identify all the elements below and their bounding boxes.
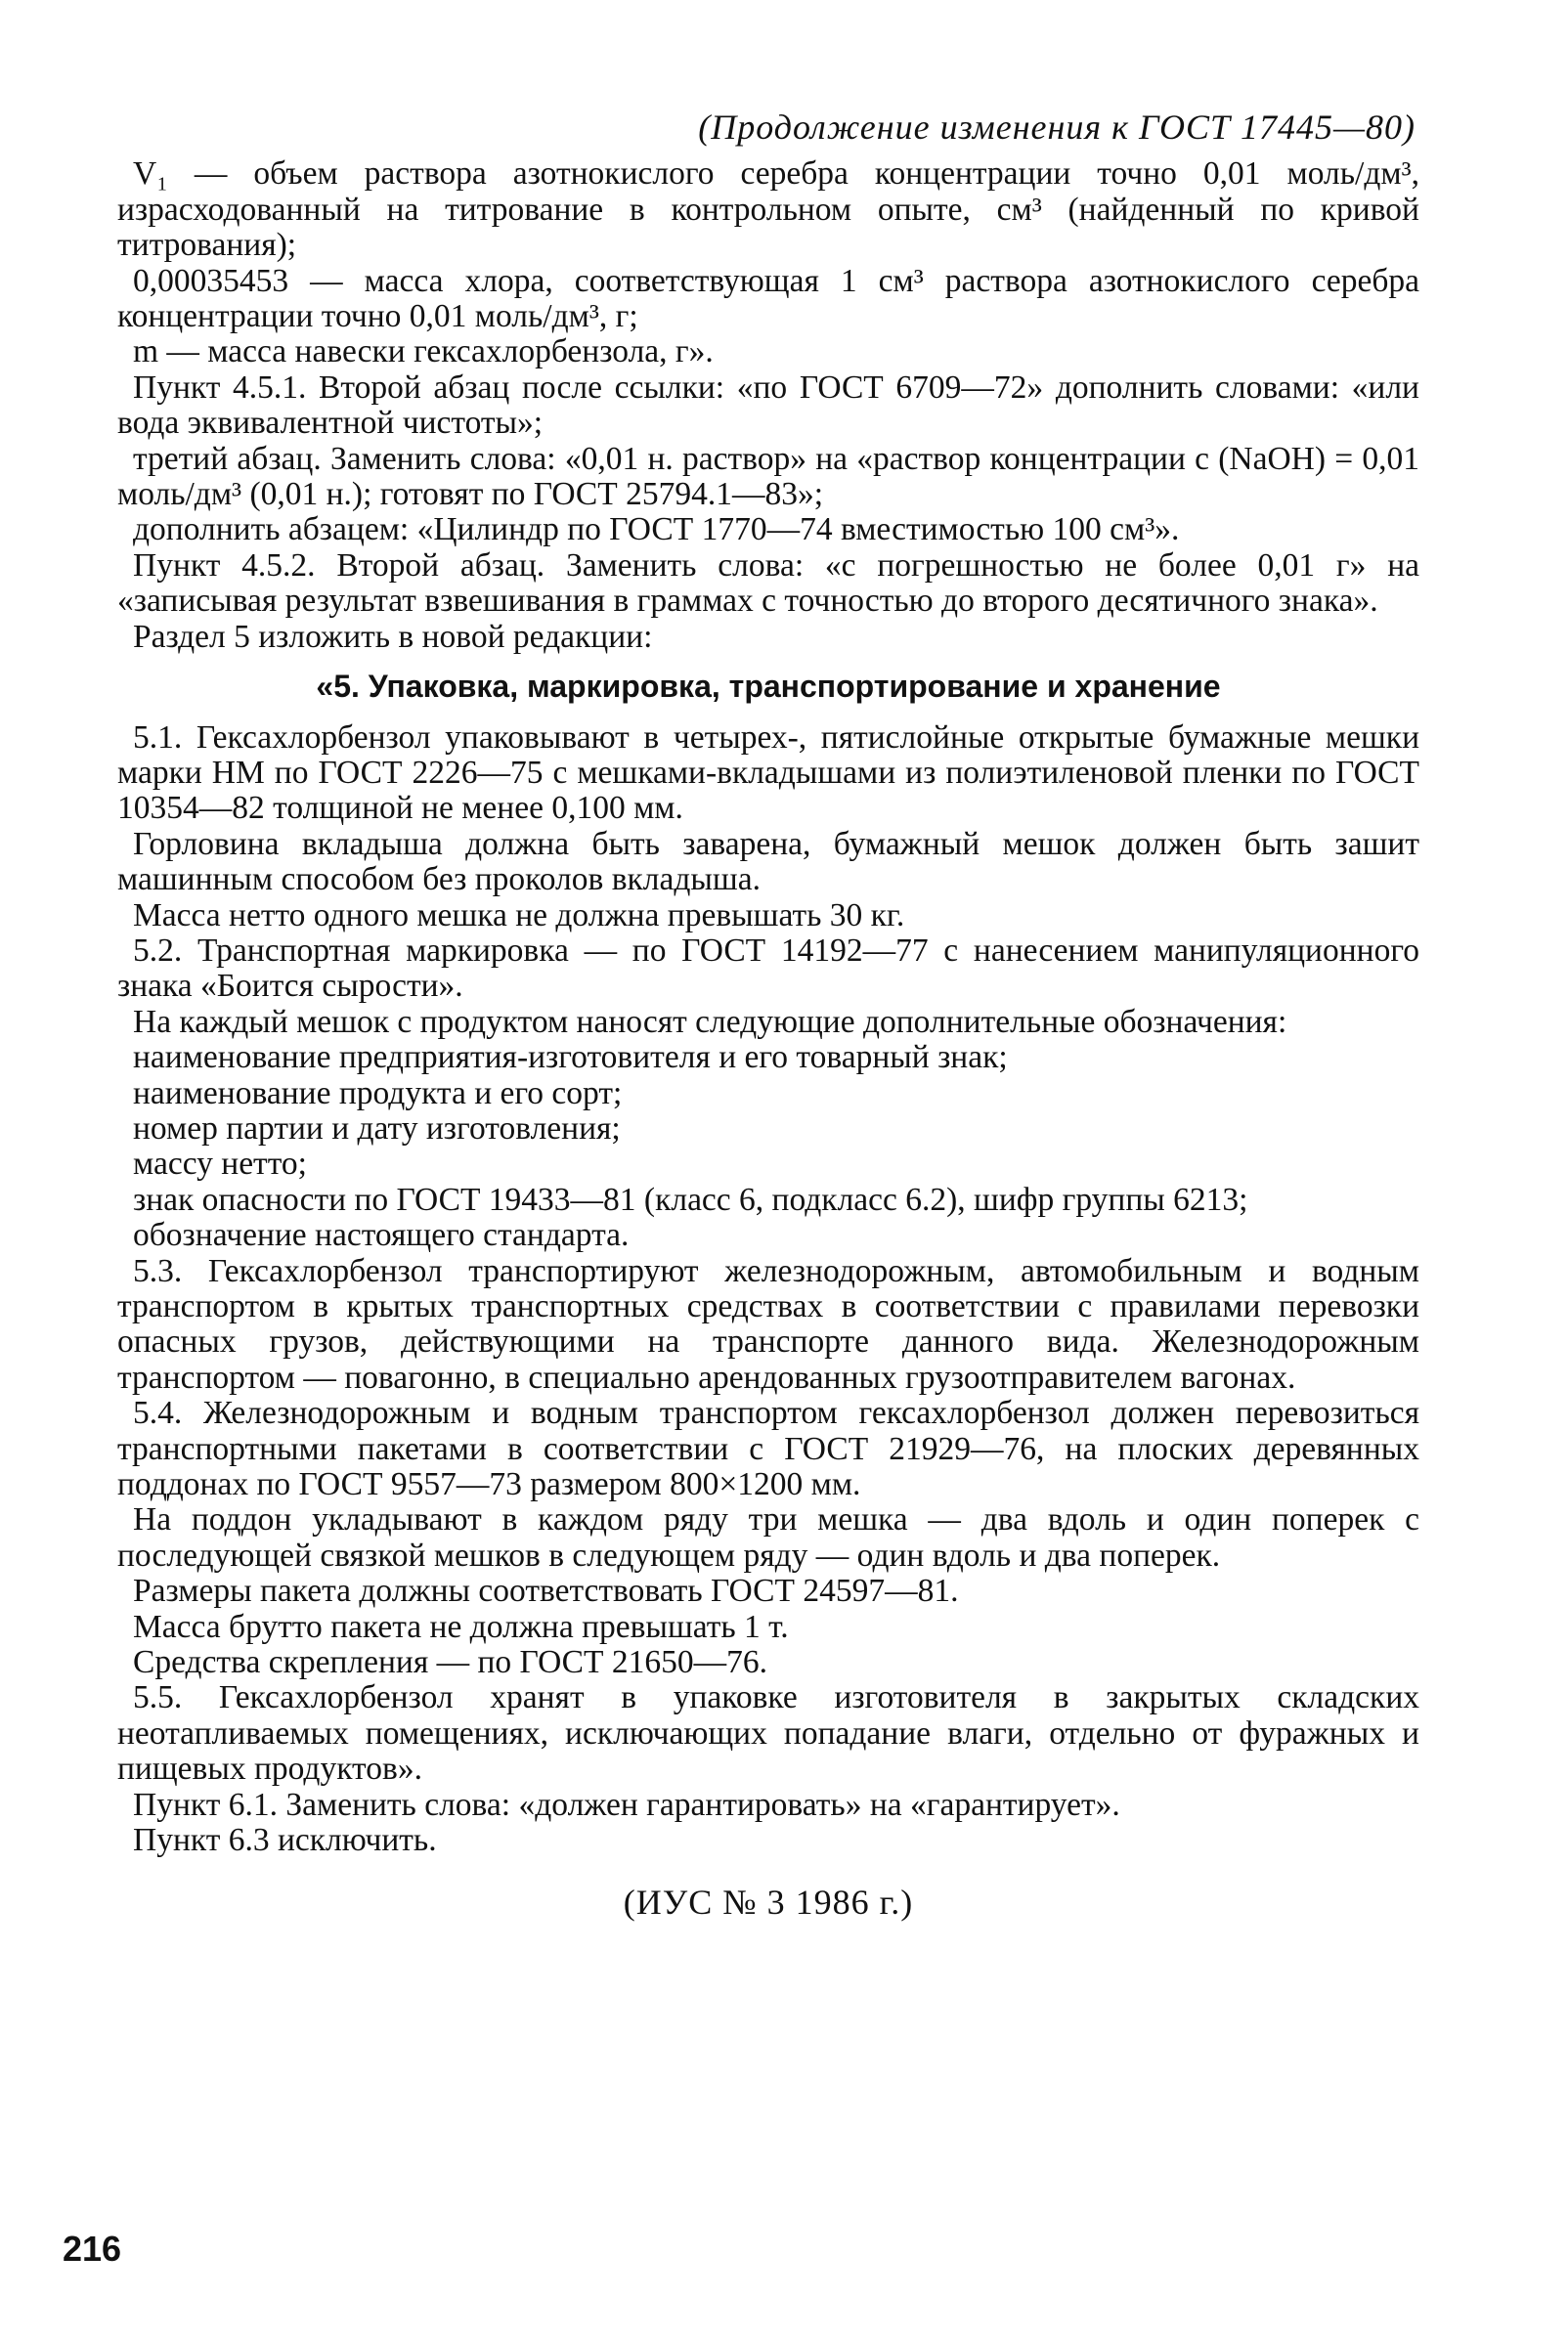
paragraph: 5.5. Гексахлорбензол хранят в упаковке изготовителя в закрытых складских неотапливаемых помещениях, исключающих попадание влаги, отдельно от фуражных и пищевых продуктов». [117, 1679, 1419, 1788]
running-header: (Продолжение изменения к ГОСТ 17445—80) [698, 108, 1416, 147]
list-item: наименование предприятия-изготовителя и его товарный знак; [133, 1039, 1008, 1076]
paragraph: Пункт 6.3 исключить. [133, 1822, 437, 1859]
paragraph: 5.4. Железнодорожным и водным транспортом гексахлорбензол должен перевозиться транспортными пакетами в соответствии с ГОСТ 21929—76, на плоских деревянных поддонах по ГОСТ 9557—73 размером 800×1200 мм. [117, 1395, 1419, 1503]
page-number: 216 [63, 2229, 122, 2269]
paragraph: На поддон укладывают в каждом ряду три мешка — два вдоль и один поперек с последующей связкой мешков в следующем ряду — один вдоль и два поперек. [117, 1501, 1419, 1574]
paragraph: Раздел 5 изложить в новой редакции: [133, 618, 653, 655]
paragraph: третий абзац. Заменить слова: «0,01 н. раствор» на «раствор концентрации с (NaOH) = 0,01 моль/дм³ (0,01 н.); готовят по ГОСТ 25794.1—83»; [117, 440, 1419, 513]
paragraph: 0,00035453 — масса хлора, соответствующая 1 см³ раствора азотнокислого серебра концентрации точно 0,01 моль/дм³, г; [117, 262, 1419, 335]
list-item: обозначение настоящего стандарта. [133, 1217, 630, 1254]
section-title: «5. Упаковка, маркировка, транспортирование и хранение [316, 669, 1221, 705]
paragraph: дополнить абзацем: «Цилиндр по ГОСТ 1770—74 вместимостью 100 см³». [133, 511, 1180, 548]
paragraph: m — масса навески гексахлорбензола, г». [133, 333, 714, 370]
paragraph: Средства скрепления — по ГОСТ 21650—76. [133, 1644, 767, 1681]
document-body [117, 109, 1419, 1920]
paragraph: На каждый мешок с продуктом наносят следующие дополнительные обозначения: [133, 1003, 1287, 1040]
paragraph: V₁ — объем раствора азотнокислого серебра концентрации точно 0,01 моль/дм³, израсходованный на титрование в контрольном опыте, см³ (найденный по кривой титрования); [117, 155, 1419, 264]
paragraph: 5.3. Гексахлорбензол транспортируют железнодорожным, автомобильным и водным транспортом в крытых транспортных средствах в соответствии с правилами перевозки опасных грузов, действующими на транспорте данного вида. Железнодорожным транспортом — повагонно, в специально арендованных грузоотправителем вагонах. [117, 1252, 1419, 1396]
source-reference: (ИУС № 3 1986 г.) [623, 1882, 914, 1922]
list-item: знак опасности по ГОСТ 19433—81 (класс 6, подкласс 6.2), шифр группы 6213; [133, 1181, 1248, 1218]
list-item: наименование продукта и его сорт; [133, 1074, 623, 1111]
paragraph: Горловина вкладыша должна быть заварена, бумажный мешок должен быть зашит машинным способом без проколов вкладыша. [117, 825, 1419, 898]
paragraph: Пункт 4.5.1. Второй абзац после ссылки: «по ГОСТ 6709—72» дополнить словами: «или вода эквивалентной чистоты»; [117, 368, 1419, 442]
paragraph: Пункт 4.5.2. Второй абзац. Заменить слова: «с погрешностью не более 0,01 г» на «записывая результат взвешивания в граммах с точностью до второго десятичного знака». [117, 546, 1419, 620]
list-item: массу нетто; [133, 1146, 307, 1183]
paragraph: Масса нетто одного мешка не должна превышать 30 кг. [133, 896, 905, 933]
paragraph: Размеры пакета должны соответствовать ГОСТ 24597—81. [133, 1573, 959, 1610]
paragraph: 5.1. Гексахлорбензол упаковывают в четырех-, пятислойные открытые бумажные мешки марки НМ по ГОСТ 2226—75 с мешками-вкладышами из полиэтиленовой пленки по ГОСТ 10354—82 толщиной не менее 0,100 мм. [117, 718, 1419, 827]
list-item: номер партии и дату изготовления; [133, 1109, 621, 1147]
paragraph: Масса брутто пакета не должна превышать 1 т. [133, 1608, 789, 1645]
paragraph: 5.2. Транспортная маркировка — по ГОСТ 14192—77 с нанесением манипуляционного знака «Боится сырости». [117, 932, 1419, 1005]
paragraph: Пункт 6.1. Заменить слова: «должен гарантировать» на «гарантирует». [133, 1786, 1120, 1823]
